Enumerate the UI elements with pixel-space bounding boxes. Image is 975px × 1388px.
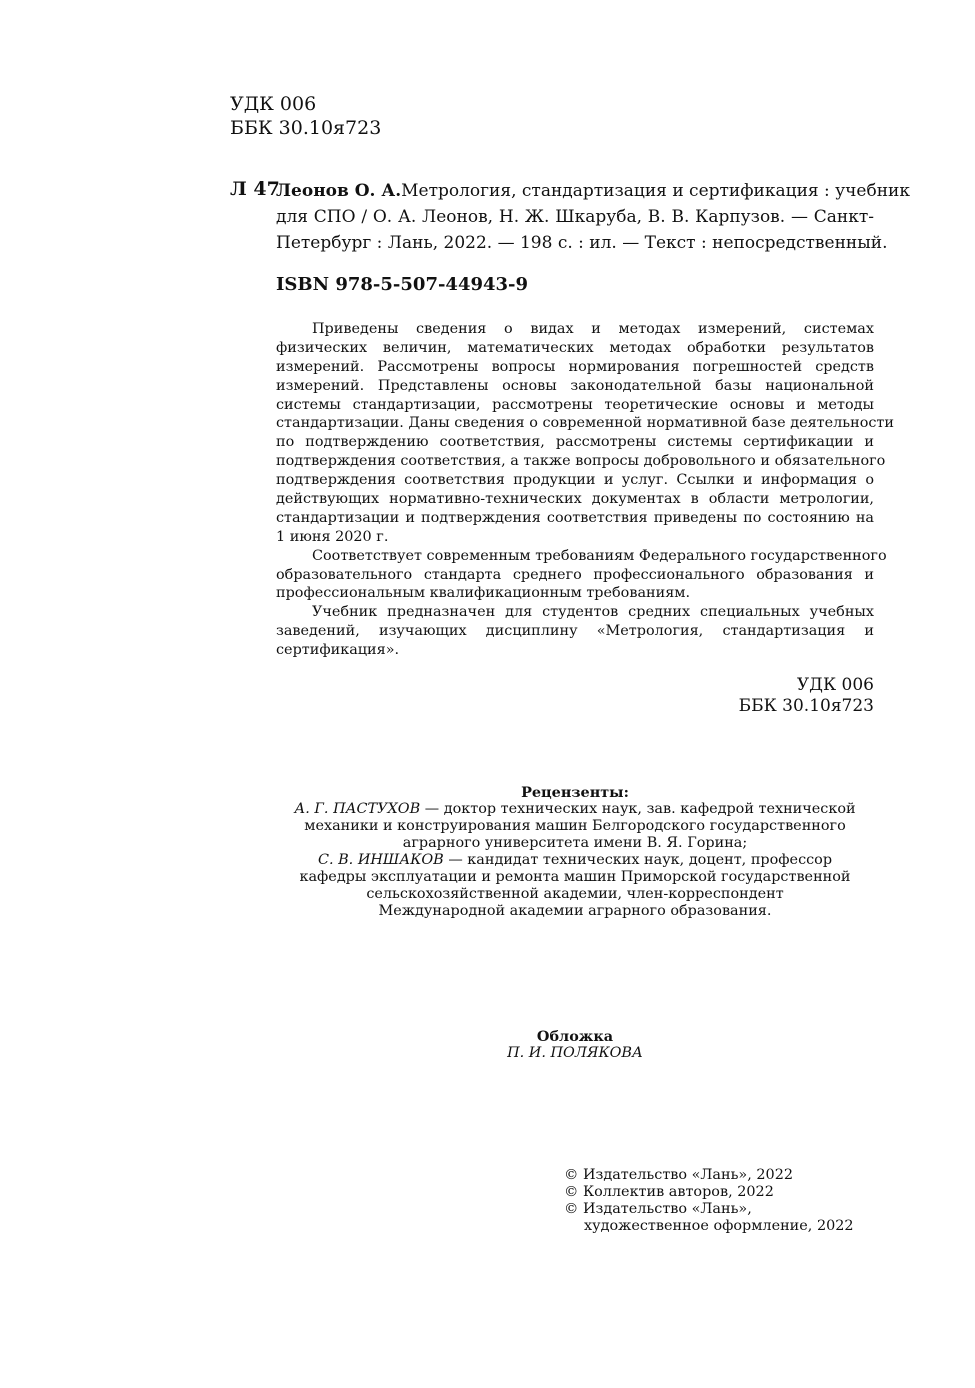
annotation-line: измерений. Представлены основы законодательной базы национальной — [276, 377, 874, 394]
annotation-line: образовательного стандарта среднего профессионального образования и — [276, 566, 874, 583]
udk-code: УДК 006 — [230, 93, 317, 115]
bib-title: Метрология, стандартизация и сертификация : учебник — [401, 181, 910, 201]
cover-artist: П. И. ПОЛЯКОВА — [507, 1045, 643, 1061]
copyright-line: художественное оформление, 2022 — [584, 1218, 854, 1234]
annotation-line: Учебник предназначен для студентов средних специальных учебных — [312, 604, 874, 621]
annotation-line: действующих нормативно-технических документах в области метрологии, — [276, 491, 874, 508]
reviewer-2-name: С. В. ИНШАКОВ — [317, 852, 444, 868]
annotation-line: профессиональным квалификационным требованиям. — [276, 585, 691, 602]
annotation-paragraph-2 — [276, 547, 887, 604]
annotation-line: стандартизации. Даны сведения о современной нормативной базе деятельности — [276, 415, 894, 432]
copyright-line: © Издательство «Лань», — [564, 1201, 752, 1217]
reviewer-2-line-2: кафедры эксплуатации и ремонта машин Приморской государственной — [299, 869, 851, 885]
reviewers-block — [230, 784, 920, 920]
reviewers-title: Рецензенты: — [521, 784, 629, 801]
copyright-line: © Коллектив авторов, 2022 — [564, 1184, 774, 1200]
annotation-line: заведений, изучающих дисциплину «Метрология, стандартизация и — [276, 623, 874, 640]
cover-credit — [230, 1028, 920, 1062]
annotation-line: стандартизации и подтверждения соответствия приведены по состоянию на — [276, 509, 874, 526]
reviewer-1-line-3: аграрного университета имени В. Я. Горина; — [402, 835, 748, 851]
annotation-line: по подтверждению соответствия, рассмотрены системы сертификации и — [276, 434, 874, 451]
bib-line-2: для СПО / О. А. Леонов, Н. Ж. Шкаруба, В. В. Карпузов. — Санкт- — [276, 207, 874, 227]
bottom-classification-codes — [739, 675, 874, 717]
annotation-line: подтверждения соответствия, а также вопросы добровольного и обязательного — [276, 453, 886, 470]
reviewer-1-credentials: — доктор технических наук, зав. кафедрой технической — [420, 801, 856, 817]
annotation — [276, 320, 894, 660]
annotation-line: измерений. Рассмотрены вопросы нормирования погрешностей средств — [276, 358, 874, 375]
reviewer-2-credentials: — кандидат технических наук, доцент, профессор — [443, 852, 833, 868]
author-mark: Л 47 — [230, 178, 280, 200]
annotation-paragraph-3 — [276, 603, 874, 660]
annotation-line: системы стандартизации, рассмотрены теоретические основы и методы — [276, 396, 874, 413]
reviewer-2-line-4: Международной академии аграрного образования. — [378, 903, 772, 919]
annotation-line: подтверждения соответствия продукции и услуг. Ссылки и информация о — [276, 472, 874, 489]
reviewer-2-line-1 — [230, 852, 920, 869]
reviewer-1-name: А. Г. ПАСТУХОВ — [294, 801, 421, 817]
bib-line-3: Петербург : Лань, 2022. — 198 с. : ил. — Текст : непосредственный. — [276, 233, 888, 253]
bibliographic-description — [276, 178, 910, 256]
copyright-block — [564, 1167, 854, 1235]
bib-line-1 — [276, 178, 910, 204]
cover-label: Обложка — [536, 1028, 614, 1045]
reviewer-1-line-1 — [230, 801, 920, 818]
reviewer-2-line-3: сельскохозяйственной академии, член-корреспондент — [366, 886, 784, 902]
annotation-line: Соответствует современным требованиям Федерального государственного — [312, 547, 887, 564]
annotation-line: 1 июня 2020 г. — [276, 528, 389, 545]
top-classification-codes — [230, 92, 381, 140]
annotation-line: сертификация». — [276, 642, 400, 659]
isbn: ISBN 978-5-507-44943-9 — [276, 274, 529, 295]
bbk-code: ББК 30.10я723 — [230, 117, 382, 139]
reviewer-1-line-2: механики и конструирования машин Белгородского государственного — [304, 818, 846, 834]
copyright-line: © Издательство «Лань», 2022 — [564, 1167, 794, 1183]
bib-author: Леонов О. А. — [276, 181, 402, 201]
annotation-line: физических величин, математических методах обработки результатов — [276, 339, 874, 356]
annotation-line: Приведены сведения о видах и методах измерений, системах — [312, 321, 874, 337]
udk-code: УДК 006 — [796, 675, 874, 695]
bbk-code: ББК 30.10я723 — [738, 696, 874, 716]
annotation-paragraph-1 — [276, 320, 894, 547]
